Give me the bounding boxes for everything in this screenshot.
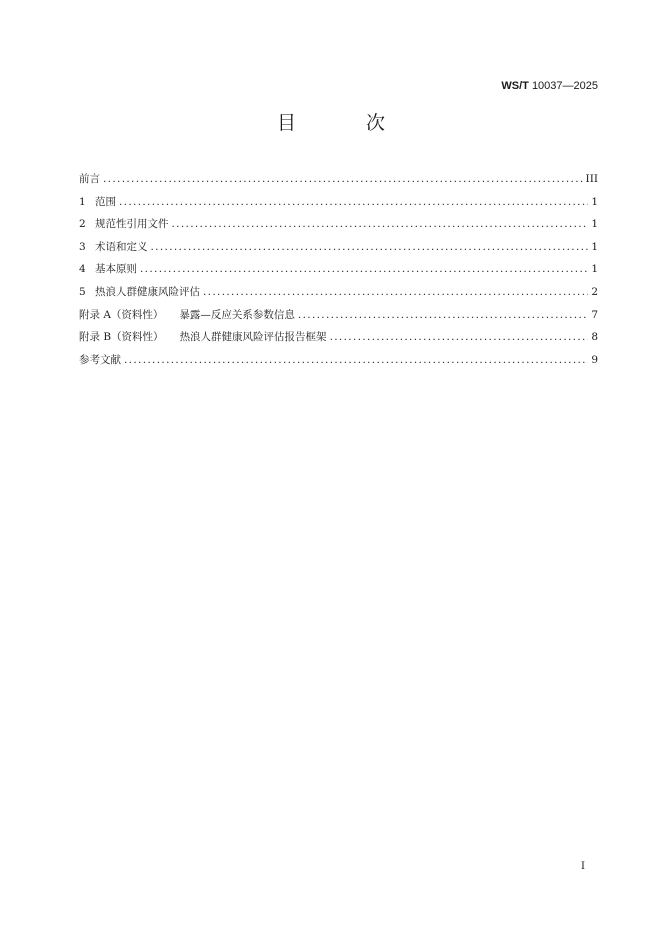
- toc-entry-page: 1: [591, 240, 598, 253]
- toc-entry-label: 规范性引用文件: [95, 218, 169, 231]
- toc-dot-leader: [103, 173, 583, 185]
- toc-entry-number: 5: [79, 285, 86, 298]
- toc-entry-page: 9: [591, 353, 598, 366]
- toc-entry-scope[interactable]: [79, 194, 598, 217]
- toc-entry-page: 8: [591, 331, 598, 344]
- toc-entry-annex-a[interactable]: [79, 307, 598, 330]
- document-code-number: 10037—2025: [531, 80, 598, 92]
- toc-dot-leader: [298, 309, 588, 321]
- toc-entry-page: 1: [591, 218, 598, 231]
- document-code-prefix: WS/T: [501, 80, 529, 92]
- toc-entry-subtitle: 热浪人群健康风险评估报告框架: [179, 331, 327, 344]
- toc-entry-annex-b[interactable]: [79, 329, 598, 352]
- toc-dot-leader: [140, 263, 588, 275]
- toc-entry-heatwave-risk-assessment[interactable]: [79, 284, 598, 307]
- toc-entry-foreword[interactable]: [79, 171, 598, 194]
- toc-entry-label: 范围: [95, 195, 116, 208]
- toc-entry-page: III: [585, 173, 598, 185]
- toc-entry-normative-references[interactable]: [79, 216, 598, 239]
- toc-entry-label: 附录 B（资料性）: [79, 331, 164, 344]
- toc-entry-number: 1: [79, 195, 86, 208]
- toc-entry-page: 1: [591, 263, 598, 276]
- toc-entry-number: 2: [79, 218, 86, 231]
- toc-entry-label: 参考文献: [79, 353, 121, 366]
- toc-dot-leader: [151, 241, 589, 253]
- toc-entry-terms-definitions[interactable]: [79, 239, 598, 262]
- toc-entry-label: 术语和定义: [95, 240, 148, 253]
- toc-entry-number: 4: [79, 263, 86, 276]
- toc-entry-label: 热浪人群健康风险评估: [95, 285, 200, 298]
- toc-entry-page: 1: [591, 195, 598, 208]
- toc-entry-bibliography[interactable]: [79, 352, 598, 375]
- page-number: I: [581, 861, 585, 872]
- toc-entry-subtitle: 暴露—反应关系参数信息: [179, 308, 295, 321]
- table-of-contents: [79, 171, 598, 374]
- toc-entry-number: 3: [79, 240, 86, 253]
- toc-entry-basic-principles[interactable]: [79, 261, 598, 284]
- toc-entry-page: 7: [591, 308, 598, 321]
- toc-title: 目 次: [276, 112, 418, 134]
- toc-entry-label: 附录 A（资料性）: [79, 308, 164, 321]
- toc-entry-page: 2: [591, 285, 598, 298]
- toc-entry-label: 基本原则: [95, 263, 137, 276]
- toc-dot-leader: [124, 354, 588, 366]
- toc-dot-leader: [203, 286, 588, 298]
- toc-entry-label: 前言: [79, 173, 100, 185]
- toc-dot-leader: [330, 331, 589, 343]
- toc-dot-leader: [172, 218, 589, 230]
- toc-dot-leader: [119, 196, 588, 208]
- document-code: [501, 80, 598, 92]
